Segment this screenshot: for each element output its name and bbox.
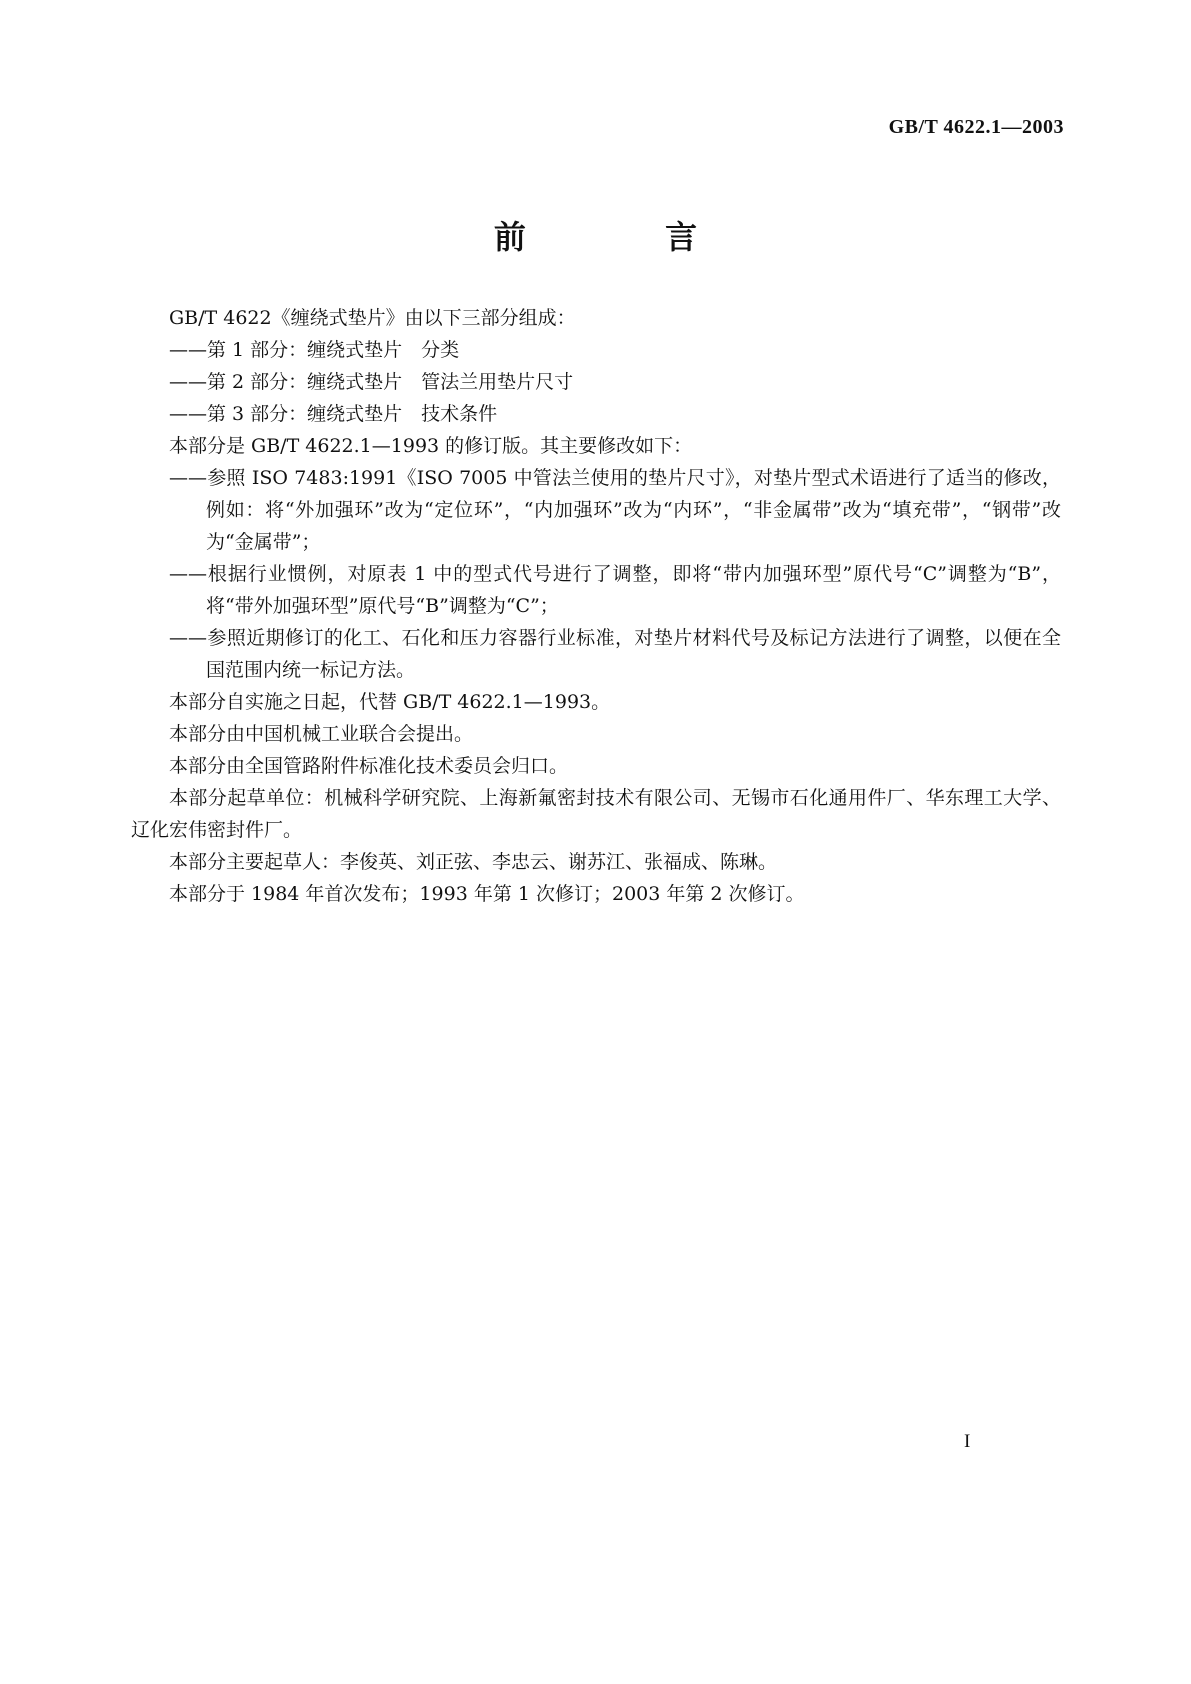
foreword-body <box>131 302 1061 910</box>
part-item-1: ——第 1 部分：缠绕式垫片 分类 <box>169 339 460 361</box>
administered-by-paragraph: 本部分由全国管路附件标准化技术委员会归口。 <box>169 755 569 777</box>
drafters-paragraph: 本部分主要起草人：李俊英、刘正弦、李忠云、谢苏江、张福成、陈琳。 <box>169 851 778 873</box>
change-item-3: ——参照近期修订的化工、石化和压力容器行业标准，对垫片材料代号及标记方法进行了调整，以便在全国范围内统一标记方法。 <box>169 627 1061 681</box>
revision-intro-paragraph: 本部分是 GB/T 4622.1—1993 的修订版。其主要修改如下： <box>169 435 693 457</box>
page-title: 前 言 <box>493 218 762 256</box>
standard-code: GB/T 4622.1—2003 <box>888 116 1064 138</box>
part-item-3: ——第 3 部分：缠绕式垫片 技术条件 <box>169 403 498 425</box>
part-item-2: ——第 2 部分：缠绕式垫片 管法兰用垫片尺寸 <box>169 371 574 393</box>
change-item-1: ——参照 ISO 7483:1991《ISO 7005 中管法兰使用的垫片尺寸》，对垫片型式术语进行了适当的修改，例如：将“外加强环”改为“定位环”，“内加强环”改为“内环”，“非金属带”改为“填充带”，“钢带”改为“金属带”； <box>169 467 1061 553</box>
history-paragraph: 本部分于 1984 年首次发布；1993 年第 1 次修订；2003 年第 2 次修订。 <box>169 883 805 905</box>
page-number: I <box>964 1431 971 1452</box>
drafting-units-paragraph: 本部分起草单位：机械科学研究院、上海新氟密封技术有限公司、无锡市石化通用件厂、华东理工大学、辽化宏伟密封件厂。 <box>131 787 1061 841</box>
proposed-by-paragraph: 本部分由中国机械工业联合会提出。 <box>169 723 474 745</box>
change-item-2: ——根据行业惯例，对原表 1 中的型式代号进行了调整，即将“带内加强环型”原代号“C”调整为“B”，将“带外加强环型”原代号“B”调整为“C”； <box>169 563 1061 617</box>
intro-paragraph: GB/T 4622《缠绕式垫片》由以下三部分组成： <box>169 307 576 329</box>
replaces-paragraph: 本部分自实施之日起，代替 GB/T 4622.1—1993。 <box>169 691 611 713</box>
